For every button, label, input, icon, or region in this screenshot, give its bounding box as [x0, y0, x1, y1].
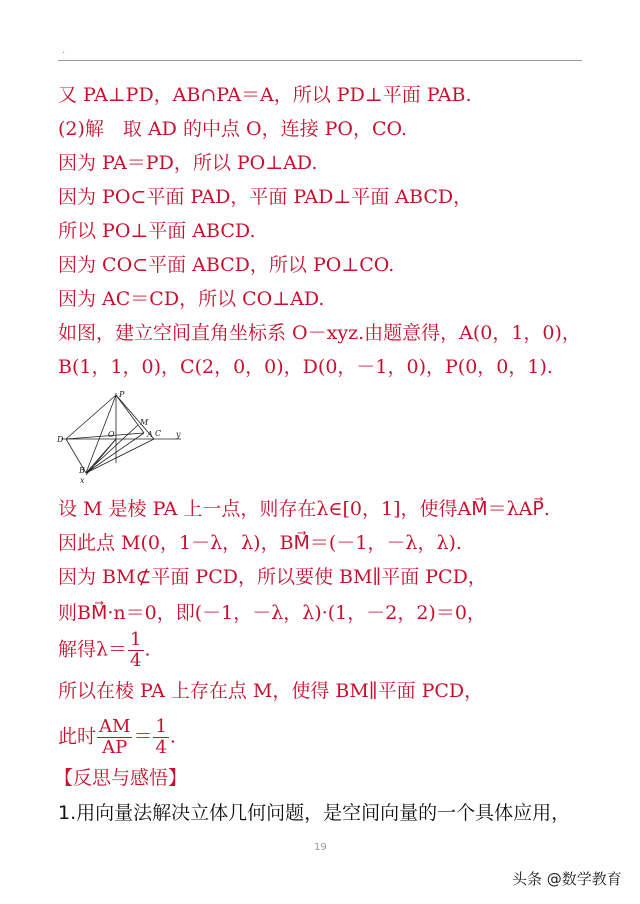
text-line-4: 因为 PO⊂平面 PAD，平面 PAD⊥平面 ABCD， — [58, 186, 473, 208]
text-line-7: 因为 AC＝CD，所以 CO⊥AD. — [58, 288, 325, 310]
text-line-11: 因此点 M(0，1－λ，λ)，BM⃗＝(－1，－λ，λ). — [58, 532, 462, 554]
text-line-10: 设 M 是棱 PA 上一点，则存在λ∈[0，1]，使得AM⃗＝λAP⃗. — [58, 498, 550, 520]
text-line-8: 如图，建立空间直角坐标系 O－xyz.由题意得，A(0，1，0)， — [58, 322, 581, 344]
fraction-ap: AP — [102, 737, 128, 758]
label-a: A — [147, 430, 153, 439]
fraction-ratio-value — [153, 717, 168, 758]
edge-da — [66, 433, 144, 439]
fraction-denominator: 4 — [130, 650, 142, 671]
label-d: D — [57, 435, 64, 444]
text-line-9: B(1，1，0)，C(2，0，0)，D(0，－1，0)，P(0，0，1). — [58, 356, 553, 378]
header-dot: . — [62, 45, 66, 56]
edge-bo — [86, 439, 116, 473]
fraction-one-quarter — [128, 630, 143, 671]
label-p: P — [119, 390, 125, 399]
text-line-1: 又 PA⊥PD，AB∩PA＝A，所以 PD⊥平面 PAB. — [58, 84, 472, 106]
coordinate-figure — [56, 385, 186, 485]
fraction-am: AM — [99, 716, 131, 737]
text-line-12: 因为 BM⊄平面 PCD，所以要使 BM∥平面 PCD， — [58, 566, 487, 588]
edge-bc — [86, 439, 154, 473]
header-rule — [58, 60, 582, 61]
label-b: B — [79, 466, 85, 475]
text-line-2: (2)解 取 AD 的中点 O，连接 PO，CO. — [58, 118, 408, 140]
label-x: x — [80, 476, 85, 485]
fraction-numerator: 1 — [130, 629, 142, 650]
text-line-3: 因为 PA＝PD，所以 PO⊥AD. — [58, 152, 318, 174]
fraction-am-ap — [97, 717, 132, 758]
label-m: M — [140, 418, 149, 427]
ratio-equals: ＝ — [133, 725, 153, 748]
fraction-ratio-denominator: 4 — [155, 737, 167, 758]
solve-prefix: 解得λ＝ — [58, 638, 128, 661]
text-line-6: 因为 CO⊂平面 ABCD，所以 PO⊥CO. — [58, 254, 395, 276]
text-line-5: 所以 PO⊥平面 ABCD. — [58, 220, 256, 242]
reflection-heading: 【反思与感悟】 — [54, 767, 188, 789]
point-1-text: 1.用向量法解决立体几何问题，是空间向量的一个具体应用， — [58, 802, 571, 824]
page-number: 19 — [314, 842, 327, 853]
watermark: 头条 @数学教育 — [512, 870, 622, 888]
text-line-13: 则BM⃗·n＝0，即(－1，－λ，λ)·(1，－2，2)＝0， — [58, 602, 486, 624]
label-o: O — [108, 430, 115, 439]
label-c: C — [155, 429, 162, 438]
solve-line — [58, 630, 151, 671]
edge-pa — [116, 395, 144, 433]
fraction-ratio-numerator: 1 — [155, 716, 167, 737]
solve-suffix: . — [144, 638, 151, 661]
label-y: y — [176, 430, 181, 439]
ratio-suffix: . — [169, 725, 176, 748]
text-line-14: 所以在棱 PA 上存在点 M，使得 BM∥平面 PCD， — [58, 680, 484, 702]
ratio-prefix: 此时 — [58, 725, 97, 748]
ratio-line — [58, 717, 176, 758]
